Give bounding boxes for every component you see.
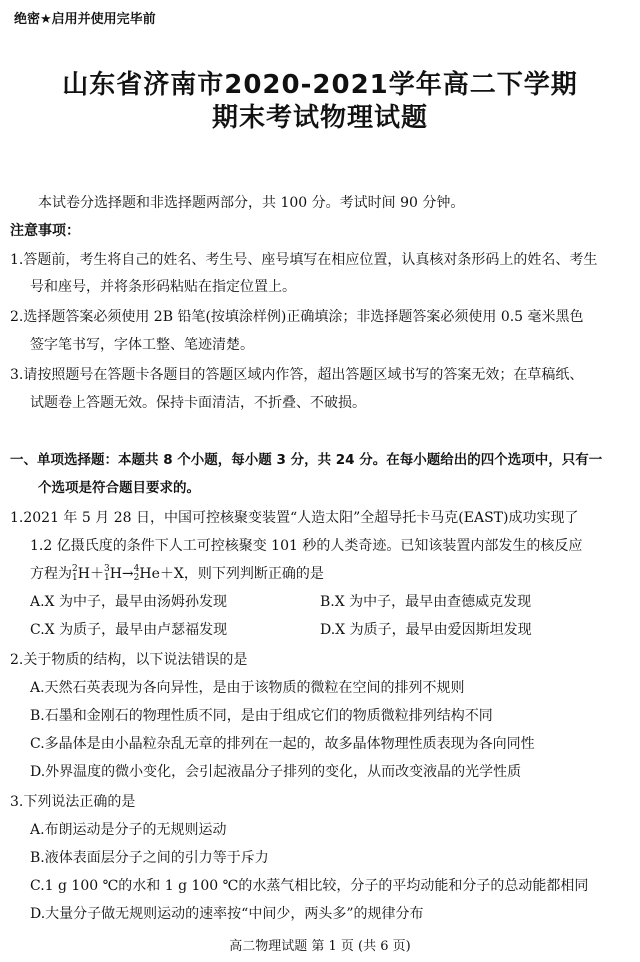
tritium-charge-number: 1 <box>103 573 110 583</box>
question-1-equation <box>30 564 324 584</box>
question-3-stem: 3.下列说法正确的是 <box>10 794 136 810</box>
question-2-option-b: B.石墨和金刚石的物理性质不同，是由于组成它们的物质微粒排列结构不同 <box>30 708 493 724</box>
question-2-option-a: A.天然石英表现为各向异性，是由于该物质的微粒在空间的排列不规则 <box>30 680 465 696</box>
question-3-option-c: C.1 g 100 ℃的水和 1 g 100 ℃的水蒸气相比较，分子的平均动能和分子的总动能都相同 <box>30 878 589 894</box>
question-2-option-d: D.外界温度的微小变化，会引起液晶分子排列的变化，从而改变液晶的光学性质 <box>30 764 522 780</box>
question-3-option-a: A.布朗运动是分子的无规则运动 <box>30 822 227 838</box>
section-1-heading-line-2: 个选项是符合题目要求的。 <box>38 480 200 496</box>
question-2-stem: 2.关于物质的结构，以下说法错误的是 <box>10 652 248 668</box>
question-2-option-c: C.多晶体是由小晶粒杂乱无章的排列在一起的，故多晶体物理性质表现为各向同性 <box>30 736 535 752</box>
note-1-line-2: 号和座号，并将条形码粘贴在指定位置上。 <box>30 279 296 295</box>
equation-rest: He＋X，则下列判断正确的是 <box>139 566 324 582</box>
deuterium-symbol: H＋ <box>77 566 104 582</box>
question-3-option-d: D.大量分子做无规则运动的速率按“中间少，两头多”的规律分布 <box>30 906 424 922</box>
question-1-option-b: B.X 为中子，最早由查德威克发现 <box>320 594 532 610</box>
note-1-line-1: 1.答题前，考生将自己的姓名、考生号、座号填写在相应位置，认真核对条形码上的姓名、考生 <box>10 252 598 268</box>
question-3-option-b: B.液体表面层分子之间的引力等于斥力 <box>30 850 269 866</box>
intro-text: 本试卷分选择题和非选择题两部分，共 100 分。考试时间 90 分钟。 <box>38 195 465 211</box>
question-1-option-a: A.X 为中子，最早由汤姆孙发现 <box>30 594 227 610</box>
page-footer: 高二物理试题 第 1 页 (共 6 页) <box>229 939 411 954</box>
deuterium-charge-number: 1 <box>72 573 78 583</box>
note-2-line-2: 签字笔书写，字体工整、笔迹清楚。 <box>30 337 254 353</box>
question-1-stem-line-2: 1.2 亿摄氏度的条件下人工可控核聚变 101 秒的人类奇迹。已知该装置内部发生的核反应 <box>30 538 583 554</box>
page-title: 山东省济南市2020-2021学年高二下学期 <box>62 70 578 100</box>
helium-charge-number: 2 <box>133 573 140 583</box>
note-3-line-2: 试题卷上答题无效。保持卡面清洁，不折叠、不破损。 <box>30 395 366 411</box>
helium-mass-number: 4 <box>133 564 140 574</box>
secret-label: 绝密★启用并使用完毕前 <box>14 12 156 27</box>
note-2-line-1: 2.选择题答案必须使用 2B 铅笔(按填涂样例)正确填涂；非选择题答案必须使用 0.5 毫米黑色 <box>10 309 584 325</box>
deuterium-mass-number: 2 <box>72 564 78 574</box>
equation-prefix: 方程为 <box>30 566 72 582</box>
notes-heading: 注意事项： <box>10 223 80 239</box>
tritium-symbol: H→ <box>109 566 134 582</box>
note-3-line-1: 3.请按照题号在答题卡各题目的答题区域内作答，超出答题区域书写的答案无效；在草稿纸、 <box>10 367 584 383</box>
question-1-option-c: C.X 为质子，最早由卢瑟福发现 <box>30 622 228 638</box>
section-1-heading: 一、单项选择题：本题共 8 个小题，每小题 3 分，共 24 分。在每小题给出的四个选项中，只有一 <box>10 452 603 468</box>
tritium-mass-number: 3 <box>103 564 110 574</box>
page-subtitle: 期末考试物理试题 <box>211 103 428 133</box>
question-1-option-d: D.X 为质子，最早由爱因斯坦发现 <box>320 622 532 638</box>
question-1-stem-line-1: 1.2021 年 5 月 28 日，中国可控核聚变装置“人造太阳”全超导托卡马克(EAST)成功实现了 <box>10 510 579 526</box>
